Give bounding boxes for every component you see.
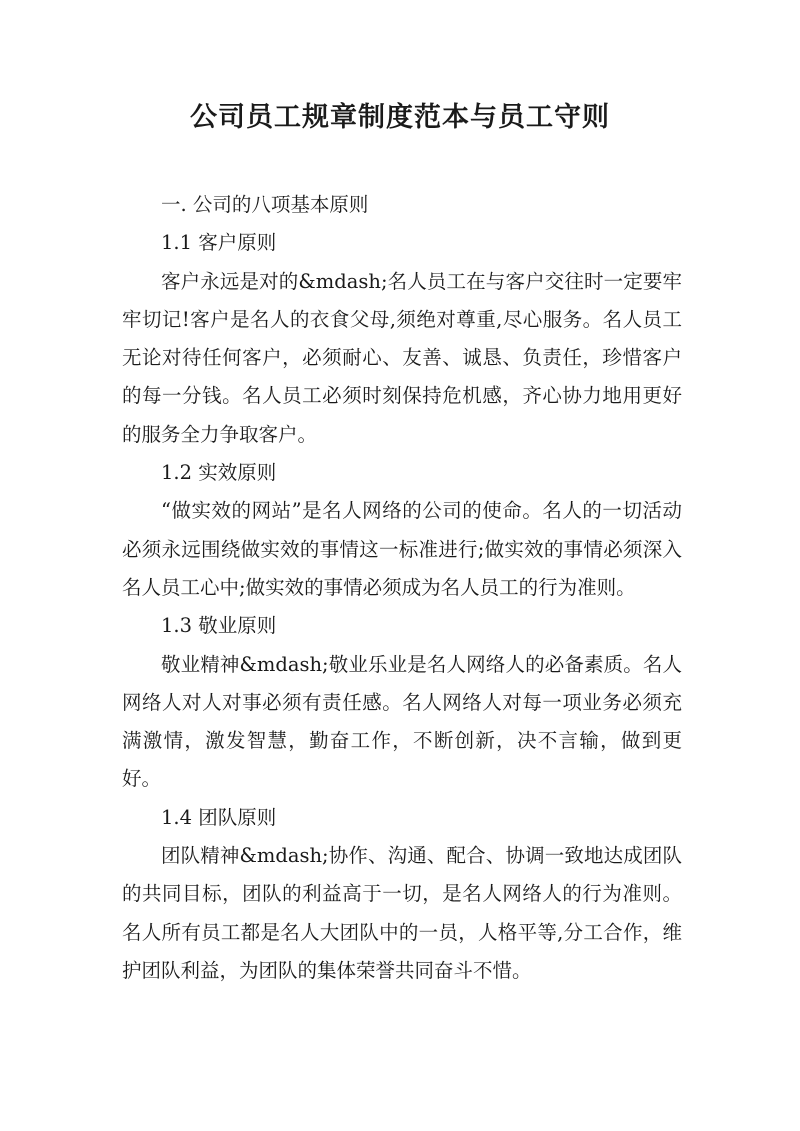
subsection-heading: 1.4 团队原则 <box>161 805 277 829</box>
subsection-heading: 1.3 敬业原则 <box>161 614 277 638</box>
subsection-heading: 1.2 实效原则 <box>161 461 277 485</box>
paragraph: 敬业精神&mdash;敬业乐业是名人网络人的必备素质。名人网络人对人对事必须有责任感。名人网络人对每一项业务必须充满激情，激发智慧，勤奋工作，不断创新，决不言输，做到更好。 <box>122 652 682 791</box>
paragraph: 团队精神&mdash;协作、沟通、配合、协调一致地达成团队的共同目标，团队的利益高于一切，是名人网络人的行为准则。名人所有员工都是名人大团队中的一员，人格平等,分工合作，维护团队利益，为团队的集体荣誉共同奋斗不惜。 <box>122 844 682 982</box>
paragraph: “做实效的网站”是名人网络的公司的使命。名人的一切活动必须永远围绕做实效的事情这一标准进行;做实效的事情必须深入名人员工心中;做实效的事情必须成为名人员工的行为准则。 <box>122 499 682 599</box>
document-body <box>122 186 682 990</box>
paragraph: 客户永远是对的&mdash;名人员工在与客户交往时一定要牢牢切记!客户是名人的衣食父母,须绝对尊重,尽心服务。名人员工无论对待任何客户，必须耐心、友善、诚恳、负责任，珍惜客户的每一分钱。名人员工必须时刻保持危机感，齐心协力地用更好的服务全力争取客户。 <box>122 269 682 446</box>
subsection-heading: 1.1 客户原则 <box>161 231 277 255</box>
document-title: 公司员工规章制度范本与员工守则 <box>190 102 610 133</box>
section-heading: 一. 公司的八项基本原则 <box>161 193 369 216</box>
